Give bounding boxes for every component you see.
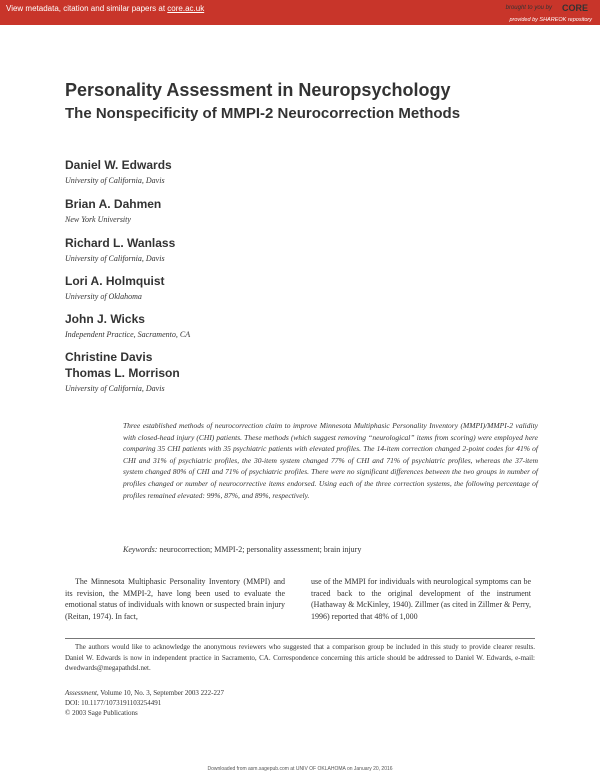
footnote-divider <box>65 638 535 639</box>
author-affiliation: University of California, Davis <box>65 254 165 263</box>
author-name: Brian A. Dahmen <box>65 197 162 211</box>
author-affiliation: Independent Practice, Sacramento, CA <box>65 330 191 339</box>
core-metadata-link[interactable]: View metadata, citation and similar papers at core.ac.uk <box>6 4 205 13</box>
author-affiliation: University of California, Davis <box>65 384 165 393</box>
author-name: Richard L. Wanlass <box>65 236 176 250</box>
keywords-label: Keywords: <box>123 545 158 554</box>
author-affiliation: University of Oklahoma <box>65 292 142 301</box>
abstract: Three established methods of neurocorrection claim to improve Minnesota Multiphasic Personality Inventory (MMPI)/MMPI-2 validity with closed-head injury (CHI) patients. These methods (which suggest removing “neurological” items from scoring) were employed here comparing 35 CHI patients with 35 psychiatric patients with elevated profiles. The 14-item correction changed 2-point codes for 41% of CHI and 31% of psychiatric profiles, the 30-item system changed 77% of CHI and 71% of psychiatric profiles, whereas the 37-item system changed 80% of CHI and 71% of psychiatric profiles. There were no significant differences between the two groups in number of profiles changed or number of neurocorrective items endorsed. Using each of the three correction systems, the following percentage of profiles remained elevated: 99%, 87%, and 89%, respectively. <box>123 421 538 500</box>
author-name: Thomas L. Morrison <box>65 366 180 380</box>
author-name: Daniel W. Edwards <box>65 158 172 172</box>
author-name: Christine Davis <box>65 350 153 364</box>
body-column-right: use of the MMPI for individuals with neurological symptoms can be traced back to the original development of the instrument (Hathaway & McKinley, 1940). Zillmer (as cited in Zillmer & Perry, 1996) reported that 48% of 1,000 <box>311 577 532 621</box>
paper-title: Personality Assessment in Neuropsychology <box>65 80 451 100</box>
brought-by-label: brought to you by <box>505 5 552 11</box>
author-affiliation: University of California, Davis <box>65 176 165 185</box>
copyright: © 2003 Sage Publications <box>65 709 138 717</box>
provided-banner <box>0 17 600 25</box>
download-note: Downloaded from asm.sagepub.com at UNIV OF OKLAHOMA on January 20, 2016 <box>207 766 393 772</box>
provided-by-label: provided by SHAREOK repository <box>509 17 592 23</box>
body-column-left: The Minnesota Multiphasic Personality Inventory (MMPI) and its revision, the MMPI-2, have long been used to evaluate the emotional status of individuals with known or suspected brain injury (Reitan, 1974). In fact, <box>65 577 285 621</box>
author-name: John J. Wicks <box>65 312 145 326</box>
journal-name: Assessment, <box>65 689 99 697</box>
core-url[interactable]: core.ac.uk <box>167 4 205 13</box>
doi: DOI: 10.1177/1073191103254491 <box>65 699 162 707</box>
author-name: Lori A. Holmquist <box>65 274 165 288</box>
author-affiliation: New York University <box>65 215 131 224</box>
journal-citation: Assessment, Volume 10, No. 3, September 2003 222-227 <box>65 689 224 697</box>
paper-subtitle: The Nonspecificity of MMPI-2 Neurocorrection Methods <box>65 105 461 122</box>
footnote: The authors would like to acknowledge the anonymous reviewers who suggested that a comparison group be included in this study to provide clearer results. Daniel W. Edwards is now in independent practice in Sacramento, CA. Correspondence concerning this article should be addressed to Daniel W. Edwards, e-mail: dwedwards@megapathdsl.net. <box>65 643 535 673</box>
core-logo[interactable]: CORE <box>561 3 588 13</box>
keywords <box>123 545 361 554</box>
keywords-list: neurocorrection; MMPI-2; personality assessment; brain injury <box>159 545 362 554</box>
